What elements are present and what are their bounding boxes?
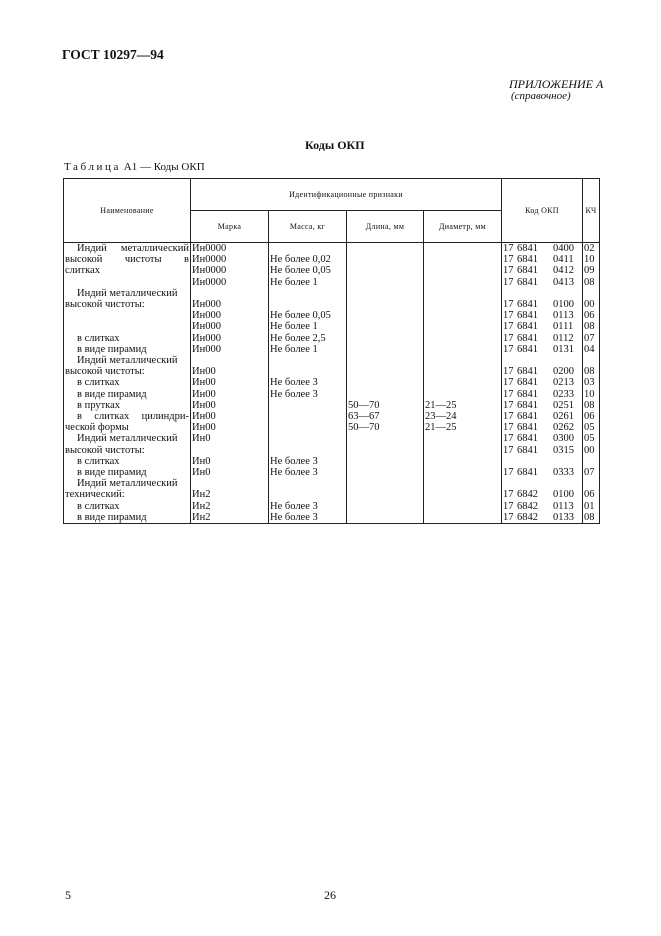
row-name: технический: bbox=[64, 489, 191, 500]
row-mark: Ин00 bbox=[191, 411, 269, 422]
row-mark: Ин0 bbox=[191, 467, 269, 478]
row-mark: Ин0000 bbox=[191, 243, 269, 255]
row-okp-code bbox=[502, 265, 583, 276]
row-mark: Ин2 bbox=[191, 512, 269, 524]
row-name: в виде пирамид bbox=[64, 512, 191, 524]
row-okp-code bbox=[502, 422, 583, 433]
row-name bbox=[64, 277, 191, 288]
row-mass: Не более 3 bbox=[269, 467, 347, 478]
row-diameter: 21—25 bbox=[424, 422, 502, 433]
row-diameter bbox=[424, 366, 502, 377]
row-name: в слитках bbox=[64, 456, 191, 467]
table-caption bbox=[64, 161, 205, 173]
row-kch: 05 bbox=[583, 422, 600, 433]
okp-code-part: 0233 bbox=[553, 388, 574, 400]
header-diameter: Диаметр, мм bbox=[424, 211, 502, 243]
row-name: в слитках цилиндри- bbox=[64, 411, 191, 422]
row-okp-code bbox=[502, 254, 583, 265]
row-diameter bbox=[424, 355, 502, 366]
row-name: ческой формы bbox=[64, 422, 191, 433]
row-mark: Ин000 bbox=[191, 321, 269, 332]
row-name: высокой чистоты: bbox=[64, 445, 191, 456]
okp-code-part: 17 bbox=[503, 511, 514, 523]
okp-code-part: 0300 bbox=[553, 433, 574, 445]
row-mark: Ин000 bbox=[191, 299, 269, 310]
row-length bbox=[347, 389, 424, 400]
row-mass bbox=[269, 433, 347, 444]
okp-code-part: 6841 bbox=[517, 422, 538, 434]
row-mass: Не более 3 bbox=[269, 501, 347, 512]
row-mass: Не более 3 bbox=[269, 389, 347, 400]
table-row bbox=[64, 478, 600, 489]
row-mass bbox=[269, 355, 347, 366]
okp-code-part: 0251 bbox=[553, 399, 574, 411]
row-okp-code bbox=[502, 310, 583, 321]
footer-left-number: 5 bbox=[65, 888, 71, 902]
okp-code-part: 17 bbox=[503, 399, 514, 411]
okp-code-part: 0412 bbox=[553, 265, 574, 277]
row-diameter bbox=[424, 467, 502, 478]
row-kch: 00 bbox=[583, 299, 600, 310]
okp-code-part: 6841 bbox=[517, 388, 538, 400]
row-length bbox=[347, 321, 424, 332]
okp-code-part: 0315 bbox=[553, 444, 574, 456]
row-okp-code bbox=[502, 445, 583, 456]
row-kch: 06 bbox=[583, 411, 600, 422]
table-row bbox=[64, 377, 600, 388]
row-mark: Ин0000 bbox=[191, 254, 269, 265]
okp-code-part: 17 bbox=[503, 489, 514, 501]
okp-code-part: 6841 bbox=[517, 265, 538, 277]
row-kch: 08 bbox=[583, 277, 600, 288]
standard-number: ГОСТ 10297—94 bbox=[62, 47, 164, 62]
row-kch bbox=[583, 456, 600, 467]
row-kch: 09 bbox=[583, 265, 600, 276]
table-row bbox=[64, 400, 600, 411]
row-mass bbox=[269, 243, 347, 255]
row-diameter bbox=[424, 489, 502, 500]
okp-code-part: 0111 bbox=[553, 321, 574, 333]
table-row bbox=[64, 299, 600, 310]
okp-code-part: 0400 bbox=[553, 243, 574, 254]
row-okp-code bbox=[502, 243, 583, 255]
row-okp-code bbox=[502, 400, 583, 411]
row-mass bbox=[269, 366, 347, 377]
table-row bbox=[64, 411, 600, 422]
row-name: Индий металлический bbox=[64, 243, 191, 255]
row-okp-code bbox=[502, 456, 583, 467]
row-length bbox=[347, 344, 424, 355]
row-diameter bbox=[424, 333, 502, 344]
row-mass: Не более 3 bbox=[269, 456, 347, 467]
row-diameter bbox=[424, 377, 502, 388]
okp-code-part: 6842 bbox=[517, 511, 538, 523]
row-name: в прутках bbox=[64, 400, 191, 411]
row-mark: Ин2 bbox=[191, 489, 269, 500]
table-row bbox=[64, 288, 600, 299]
okp-code-part: 6842 bbox=[517, 500, 538, 512]
table-row bbox=[64, 456, 600, 467]
row-mass: Не более 0,05 bbox=[269, 310, 347, 321]
row-mass: Не более 1 bbox=[269, 344, 347, 355]
row-diameter: 21—25 bbox=[424, 400, 502, 411]
row-name: слитках bbox=[64, 265, 191, 276]
row-kch: 05 bbox=[583, 433, 600, 444]
row-diameter bbox=[424, 344, 502, 355]
okp-code-part: 17 bbox=[503, 321, 514, 333]
okp-code-part: 6841 bbox=[517, 366, 538, 378]
row-kch: 06 bbox=[583, 489, 600, 500]
table-caption-label: Таблица bbox=[64, 161, 121, 173]
row-mass bbox=[269, 400, 347, 411]
okp-code-part: 0113 bbox=[553, 310, 574, 322]
row-name: Индий металлический bbox=[64, 355, 191, 366]
row-length bbox=[347, 265, 424, 276]
row-okp-code bbox=[502, 501, 583, 512]
row-length bbox=[347, 355, 424, 366]
row-diameter bbox=[424, 288, 502, 299]
okp-code-part: 6841 bbox=[517, 254, 538, 266]
row-diameter: 23—24 bbox=[424, 411, 502, 422]
okp-code-part: 0131 bbox=[553, 343, 574, 355]
row-mass bbox=[269, 489, 347, 500]
okp-code-part: 17 bbox=[503, 411, 514, 423]
row-diameter bbox=[424, 254, 502, 265]
okp-code-part: 0112 bbox=[553, 332, 574, 344]
row-length bbox=[347, 478, 424, 489]
header-length: Длина, мм bbox=[347, 211, 424, 243]
row-mass bbox=[269, 288, 347, 299]
row-name bbox=[64, 310, 191, 321]
okp-code-part: 17 bbox=[503, 444, 514, 456]
row-okp-code bbox=[502, 366, 583, 377]
okp-code-part: 0100 bbox=[553, 489, 574, 501]
row-okp-code bbox=[502, 478, 583, 489]
row-length bbox=[347, 310, 424, 321]
table-row bbox=[64, 467, 600, 478]
row-mass: Не более 2,5 bbox=[269, 333, 347, 344]
okp-code-part: 0261 bbox=[553, 411, 574, 423]
appendix-note: (справочное) bbox=[511, 90, 571, 102]
row-mass bbox=[269, 422, 347, 433]
okp-code-part: 6841 bbox=[517, 243, 538, 254]
table-caption-text: — Коды ОКП bbox=[139, 161, 205, 173]
row-mass bbox=[269, 478, 347, 489]
row-okp-code bbox=[502, 512, 583, 524]
okp-codes-table bbox=[63, 178, 600, 524]
row-length bbox=[347, 467, 424, 478]
row-length bbox=[347, 512, 424, 524]
okp-code-part: 0100 bbox=[553, 299, 574, 311]
row-length bbox=[347, 433, 424, 444]
row-name: в слитках bbox=[64, 501, 191, 512]
row-mass: Не более 3 bbox=[269, 512, 347, 524]
okp-code-part: 17 bbox=[503, 310, 514, 322]
row-diameter bbox=[424, 243, 502, 255]
table-row bbox=[64, 501, 600, 512]
row-okp-code bbox=[502, 277, 583, 288]
row-length bbox=[347, 299, 424, 310]
row-length bbox=[347, 366, 424, 377]
row-name: в слитках bbox=[64, 377, 191, 388]
okp-code-part: 17 bbox=[503, 467, 514, 479]
row-mark: Ин0000 bbox=[191, 265, 269, 276]
row-mark bbox=[191, 288, 269, 299]
row-okp-code bbox=[502, 433, 583, 444]
row-name: высокой чистоты: bbox=[64, 366, 191, 377]
row-diameter bbox=[424, 445, 502, 456]
row-mark: Ин00 bbox=[191, 389, 269, 400]
row-mark bbox=[191, 478, 269, 489]
table-row bbox=[64, 310, 600, 321]
table-body bbox=[64, 243, 600, 524]
okp-code-part: 0411 bbox=[553, 254, 574, 266]
okp-code-part: 0262 bbox=[553, 422, 574, 434]
row-mark bbox=[191, 445, 269, 456]
row-kch: 10 bbox=[583, 254, 600, 265]
okp-code-part: 17 bbox=[503, 276, 514, 288]
row-name bbox=[64, 321, 191, 332]
okp-code-part: 17 bbox=[503, 299, 514, 311]
table-row bbox=[64, 243, 600, 255]
table-row bbox=[64, 422, 600, 433]
row-okp-code bbox=[502, 489, 583, 500]
row-length: 63—67 bbox=[347, 411, 424, 422]
table-row bbox=[64, 389, 600, 400]
okp-code-part: 0333 bbox=[553, 467, 574, 479]
row-kch: 04 bbox=[583, 344, 600, 355]
row-mark: Ин000 bbox=[191, 310, 269, 321]
row-okp-code bbox=[502, 377, 583, 388]
okp-code-part: 6841 bbox=[517, 399, 538, 411]
row-diameter bbox=[424, 265, 502, 276]
row-mass: Не более 0,02 bbox=[269, 254, 347, 265]
okp-code-part: 0413 bbox=[553, 276, 574, 288]
row-okp-code bbox=[502, 321, 583, 332]
row-mark: Ин2 bbox=[191, 501, 269, 512]
row-kch: 07 bbox=[583, 333, 600, 344]
row-kch: 08 bbox=[583, 400, 600, 411]
row-okp-code bbox=[502, 467, 583, 478]
row-diameter bbox=[424, 433, 502, 444]
okp-code-part: 6841 bbox=[517, 321, 538, 333]
row-length: 50—70 bbox=[347, 400, 424, 411]
okp-code-part: 6841 bbox=[517, 299, 538, 311]
row-mark: Ин000 bbox=[191, 344, 269, 355]
okp-code-part: 17 bbox=[503, 366, 514, 378]
row-kch bbox=[583, 355, 600, 366]
row-name: Индий металлический bbox=[64, 478, 191, 489]
table-caption-number: А1 bbox=[123, 161, 138, 173]
table-row bbox=[64, 254, 600, 265]
table-row bbox=[64, 333, 600, 344]
table-row bbox=[64, 355, 600, 366]
header-code: Код ОКП bbox=[502, 179, 583, 243]
okp-code-part: 6841 bbox=[517, 433, 538, 445]
table-row bbox=[64, 512, 600, 524]
row-length bbox=[347, 243, 424, 255]
row-kch bbox=[583, 478, 600, 489]
okp-code-part: 6841 bbox=[517, 411, 538, 423]
header-kch: КЧ bbox=[583, 179, 600, 243]
row-kch: 03 bbox=[583, 377, 600, 388]
row-okp-code bbox=[502, 299, 583, 310]
row-mark: Ин0000 bbox=[191, 277, 269, 288]
row-diameter bbox=[424, 501, 502, 512]
table-row bbox=[64, 489, 600, 500]
header-mark: Марка bbox=[191, 211, 269, 243]
row-mark: Ин00 bbox=[191, 422, 269, 433]
row-mass bbox=[269, 411, 347, 422]
okp-code-part: 17 bbox=[503, 388, 514, 400]
row-diameter bbox=[424, 299, 502, 310]
row-length bbox=[347, 445, 424, 456]
okp-code-part: 6841 bbox=[517, 444, 538, 456]
okp-code-part: 6842 bbox=[517, 489, 538, 501]
row-kch bbox=[583, 288, 600, 299]
okp-code-part: 17 bbox=[503, 254, 514, 266]
row-diameter bbox=[424, 321, 502, 332]
row-mark: Ин00 bbox=[191, 377, 269, 388]
row-name: Индий металлический bbox=[64, 433, 191, 444]
row-mass bbox=[269, 445, 347, 456]
row-okp-code bbox=[502, 344, 583, 355]
okp-code-part: 17 bbox=[503, 433, 514, 445]
row-kch: 08 bbox=[583, 366, 600, 377]
row-name: Индий металлический bbox=[64, 288, 191, 299]
header-identification: Идентификационные признаки bbox=[191, 179, 502, 211]
row-length bbox=[347, 277, 424, 288]
row-mark: Ин00 bbox=[191, 366, 269, 377]
okp-code-part: 0200 bbox=[553, 366, 574, 378]
row-mark: Ин0 bbox=[191, 433, 269, 444]
okp-code-part: 17 bbox=[503, 243, 514, 254]
row-okp-code bbox=[502, 411, 583, 422]
okp-code-part: 17 bbox=[503, 422, 514, 434]
row-diameter bbox=[424, 478, 502, 489]
table-row bbox=[64, 366, 600, 377]
row-mass: Не более 0,05 bbox=[269, 265, 347, 276]
okp-code-part: 6841 bbox=[517, 467, 538, 479]
row-length bbox=[347, 456, 424, 467]
row-mass: Не более 1 bbox=[269, 277, 347, 288]
row-diameter bbox=[424, 310, 502, 321]
row-length: 50—70 bbox=[347, 422, 424, 433]
row-diameter bbox=[424, 512, 502, 524]
row-mark bbox=[191, 355, 269, 366]
okp-code-part: 17 bbox=[503, 377, 514, 389]
row-kch: 00 bbox=[583, 445, 600, 456]
table-row bbox=[64, 321, 600, 332]
row-diameter bbox=[424, 456, 502, 467]
row-kch: 02 bbox=[583, 243, 600, 255]
row-mass bbox=[269, 299, 347, 310]
row-name: в виде пирамид bbox=[64, 389, 191, 400]
row-length bbox=[347, 377, 424, 388]
okp-code-part: 17 bbox=[503, 332, 514, 344]
okp-code-part: 6841 bbox=[517, 310, 538, 322]
row-length bbox=[347, 288, 424, 299]
row-diameter bbox=[424, 277, 502, 288]
row-mass: Не более 1 bbox=[269, 321, 347, 332]
row-kch: 01 bbox=[583, 501, 600, 512]
row-name: в виде пирамид bbox=[64, 467, 191, 478]
page-number: 26 bbox=[324, 888, 336, 902]
header-mass: Масса, кг bbox=[269, 211, 347, 243]
header-name: Наименование bbox=[64, 179, 191, 243]
row-length bbox=[347, 489, 424, 500]
okp-code-part: 6841 bbox=[517, 332, 538, 344]
okp-code-part: 17 bbox=[503, 500, 514, 512]
row-name: высокой чистоты: bbox=[64, 299, 191, 310]
row-mark: Ин0 bbox=[191, 456, 269, 467]
appendix-label: ПРИЛОЖЕНИЕ А bbox=[509, 77, 604, 91]
table-row bbox=[64, 265, 600, 276]
row-mark: Ин00 bbox=[191, 400, 269, 411]
table-row bbox=[64, 445, 600, 456]
okp-code-part: 0213 bbox=[553, 377, 574, 389]
table-row bbox=[64, 433, 600, 444]
section-title: Коды ОКП bbox=[305, 138, 365, 152]
row-kch: 07 bbox=[583, 467, 600, 478]
row-okp-code bbox=[502, 355, 583, 366]
row-name: в слитках bbox=[64, 333, 191, 344]
okp-code-part: 0133 bbox=[553, 511, 574, 523]
row-kch: 06 bbox=[583, 310, 600, 321]
row-mass: Не более 3 bbox=[269, 377, 347, 388]
row-length bbox=[347, 501, 424, 512]
row-okp-code bbox=[502, 389, 583, 400]
row-kch: 08 bbox=[583, 321, 600, 332]
okp-code-part: 0113 bbox=[553, 500, 574, 512]
okp-code-part: 17 bbox=[503, 265, 514, 277]
row-length bbox=[347, 254, 424, 265]
row-okp-code bbox=[502, 333, 583, 344]
table-row bbox=[64, 277, 600, 288]
okp-code-part: 17 bbox=[503, 343, 514, 355]
okp-code-part: 6841 bbox=[517, 343, 538, 355]
row-kch: 10 bbox=[583, 389, 600, 400]
table-row bbox=[64, 344, 600, 355]
row-diameter bbox=[424, 389, 502, 400]
row-name: в виде пирамид bbox=[64, 344, 191, 355]
row-name: высокой чистоты в bbox=[65, 254, 189, 266]
row-okp-code bbox=[502, 288, 583, 299]
okp-code-part: 6841 bbox=[517, 276, 538, 288]
row-kch: 08 bbox=[583, 512, 600, 524]
row-mark: Ин000 bbox=[191, 333, 269, 344]
row-length bbox=[347, 333, 424, 344]
okp-code-part: 6841 bbox=[517, 377, 538, 389]
